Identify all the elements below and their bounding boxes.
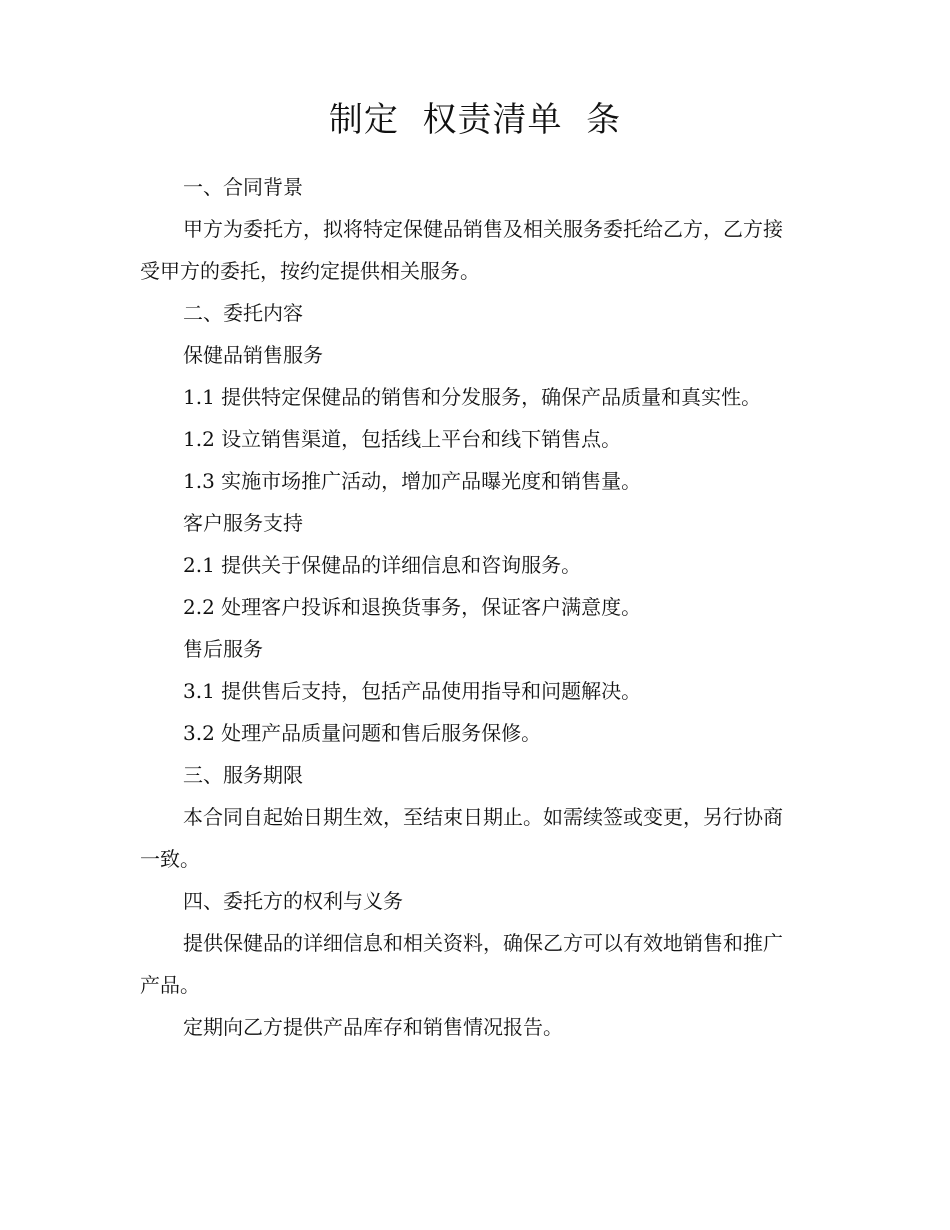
clause-3-1: 3.1 提供售后支持，包括产品使用指导和问题解决。 bbox=[183, 679, 642, 703]
document-body bbox=[140, 166, 800, 1048]
clause-3-2: 3.2 处理产品质量问题和售后服务保修。 bbox=[183, 721, 542, 745]
clause-1-1: 1.1 提供特定保健品的销售和分发服务，确保产品质量和真实性。 bbox=[183, 385, 762, 409]
subheading-customer-support: 客户服务支持 bbox=[183, 511, 303, 535]
section-heading-client-rights: 四、委托方的权利与义务 bbox=[183, 889, 403, 913]
paragraph-client-rights-1: 提供保健品的详细信息和相关资料，确保乙方可以有效地销售和推广产品。 bbox=[140, 931, 783, 997]
paragraph-client-rights-2: 定期向乙方提供产品库存和销售情况报告。 bbox=[183, 1015, 563, 1039]
paragraph-background: 甲方为委托方，拟将特定保健品销售及相关服务委托给乙方，乙方接受甲方的委托，按约定提供相关服务。 bbox=[140, 217, 783, 283]
subheading-after-sales: 售后服务 bbox=[183, 637, 263, 661]
subheading-sales-service: 保健品销售服务 bbox=[183, 343, 323, 367]
clause-1-3: 1.3 实施市场推广活动，增加产品曝光度和销售量。 bbox=[183, 469, 642, 493]
section-heading-service-period: 三、服务期限 bbox=[183, 763, 303, 787]
section-heading-background: 一、合同背景 bbox=[183, 175, 303, 199]
clause-1-2: 1.2 设立销售渠道，包括线上平台和线下销售点。 bbox=[183, 427, 622, 451]
document-title: 制定 权责清单 条 bbox=[328, 100, 622, 140]
section-heading-delegation: 二、委托内容 bbox=[183, 301, 303, 325]
paragraph-service-period: 本合同自起始日期生效，至结束日期止。如需续签或变更，另行协商一致。 bbox=[140, 805, 783, 871]
clause-2-1: 2.1 提供关于保健品的详细信息和咨询服务。 bbox=[183, 553, 582, 577]
clause-2-2: 2.2 处理客户投诉和退换货事务，保证客户满意度。 bbox=[183, 595, 642, 619]
